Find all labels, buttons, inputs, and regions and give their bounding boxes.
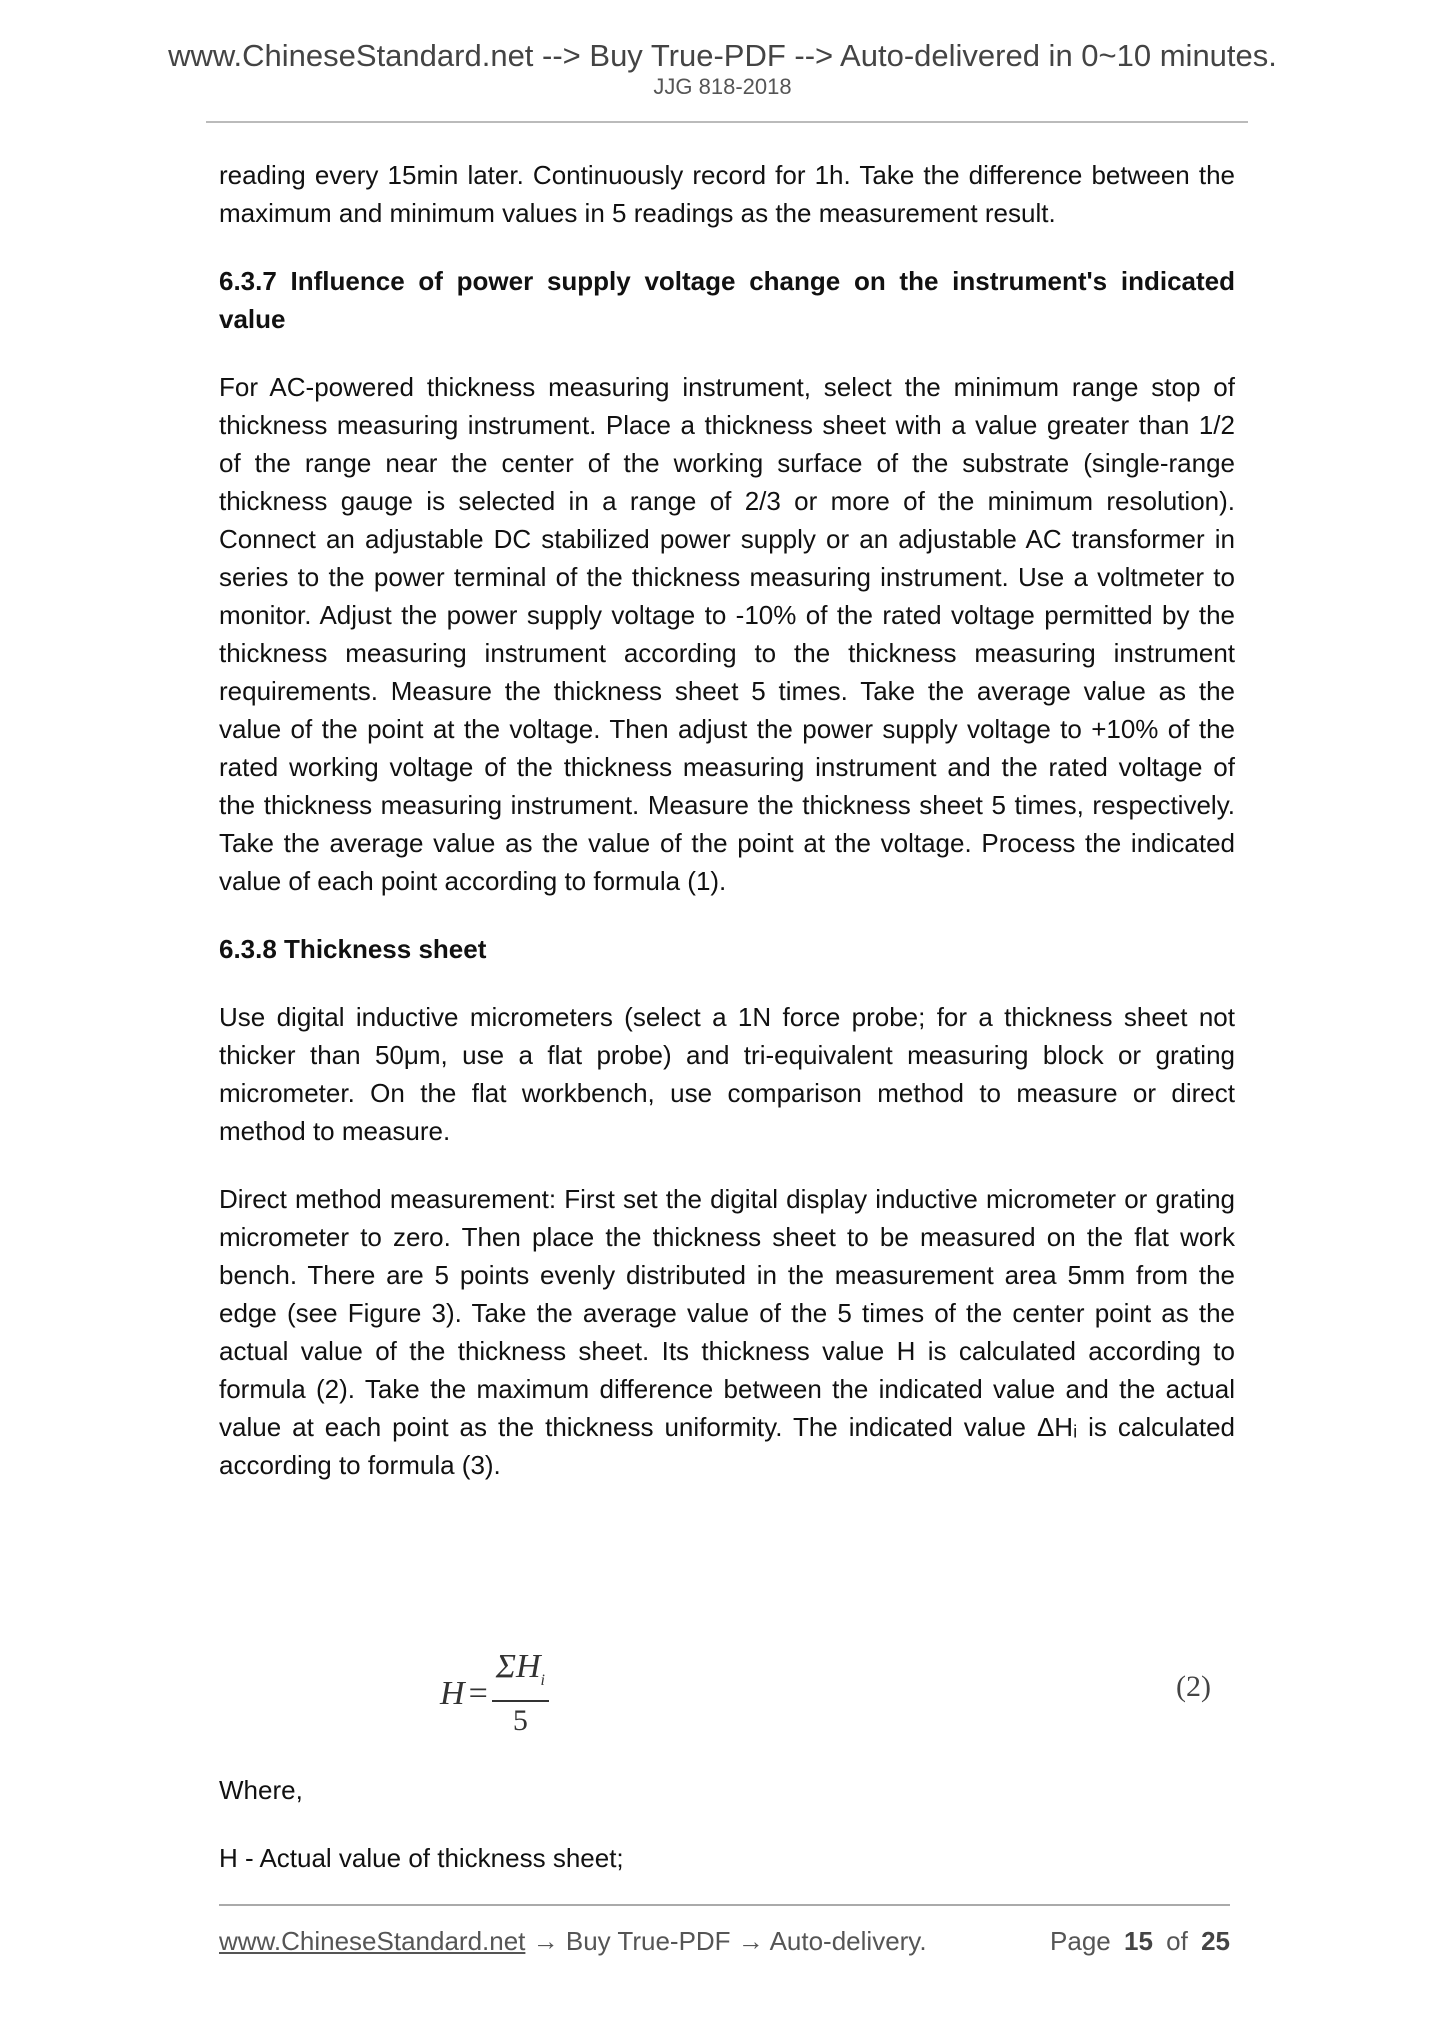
page-indicator [1050, 1926, 1230, 1957]
header-banner: www.ChineseStandard.net --> Buy True-PDF --> Auto-delivered in 0~10 minutes. [168, 38, 1277, 73]
section-heading-6-3-7: 6.3.7 Influence of power supply voltage change on the instrument's indicated value [219, 266, 1235, 334]
formula-numerator [492, 1648, 549, 1702]
header-divider [206, 121, 1248, 123]
formula-denominator: 5 [512, 1703, 528, 1737]
numerator-subscript: i [540, 1671, 545, 1689]
variable-definition: H - Actual value of thickness sheet; [219, 1843, 624, 1873]
page-total: 25 [1201, 1926, 1230, 1956]
of-label: of [1166, 1926, 1188, 1956]
section-heading-6-3-8: 6.3.8 Thickness sheet [219, 934, 487, 964]
footer-link[interactable]: www.ChineseStandard.net [219, 1926, 526, 1956]
formula-lhs: H [440, 1674, 465, 1712]
formula-fraction [492, 1648, 549, 1740]
where-label: Where, [219, 1775, 303, 1805]
footer-left [219, 1926, 927, 1957]
footer-tagline: → Buy True-PDF → Auto-delivery. [525, 1926, 927, 1956]
formula-number: (2) [1176, 1670, 1211, 1703]
paragraph: For AC-powered thickness measuring instrument, select the minimum range stop of thickness measuring instrument. Place a thickness sheet with a value greater than 1/2 of the range near the center of the working surface of the substrate (single-range thickness gauge is selected in a range of 2/3 or more of the minimum resolution). Connect an adjustable DC stabilized power supply or an adjustable AC transformer in series to the power terminal of the thickness measuring instrument. Use a voltmeter to monitor. Adjust the power supply voltage to -10% of the rated voltage permitted by the thickness measuring instrument according to the thickness measuring instrument requirements. Measure the thickness sheet 5 times. Take the average value as the value of the point at the voltage. Then adjust the power supply voltage to +10% of the rated working voltage of the thickness measuring instrument and the rated voltage of the thickness measuring instrument. Measure the thickness sheet 5 times, respectively. Take the average value as the value of the point at the voltage. Process the indicated value of each point according to formula (1). [219, 372, 1235, 896]
paragraph: reading every 15min later. Continuously record for 1h. Take the difference between the maximum and minimum values in 5 readings as the measurement result. [219, 160, 1235, 228]
numerator-text: ΣH [495, 1648, 541, 1685]
paragraph: Direct method measurement: First set the digital display inductive micrometer or grating micrometer to zero. Then place the thickness sheet to be measured on the flat work bench. There are 5 points evenly distributed in the measurement area 5mm from the edge (see Figure 3). Take the average value of the 5 times of the center point as the actual value of the thickness sheet. Its thickness value H is calculated according to formula (2). Take the maximum difference between the indicated value and the actual value at each point as the thickness uniformity. The indicated value ΔHᵢ is calculated according to formula (3). [219, 1184, 1235, 1480]
document-body [219, 156, 1235, 1514]
page-label: Page [1050, 1926, 1111, 1956]
footer-divider [219, 1904, 1230, 1906]
page-current: 15 [1124, 1926, 1153, 1956]
footer [219, 1926, 1230, 1957]
paragraph: Use digital inductive micrometers (select a 1N force probe; for a thickness sheet not thicker than 50μm, use a flat probe) and tri-equivalent measuring block or grating micrometer. On the flat workbench, use comparison method to measure or direct method to measure. [219, 1002, 1235, 1146]
standard-code: JJG 818-2018 [653, 74, 792, 99]
formula-equals: = [468, 1674, 488, 1712]
formula-2 [440, 1648, 549, 1740]
